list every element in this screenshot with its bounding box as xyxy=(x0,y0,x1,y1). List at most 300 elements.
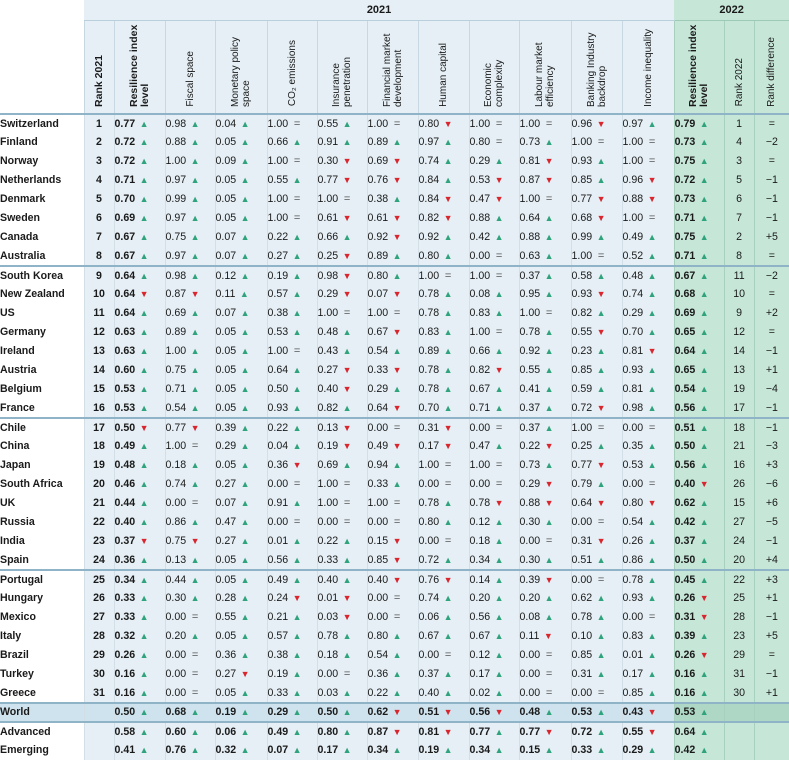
up-triangle-icon: ▲ xyxy=(292,612,302,622)
value-text: 0.21 xyxy=(267,611,289,623)
rank-2021: 11 xyxy=(84,304,114,323)
resilience-2021-value xyxy=(114,285,165,304)
table-row xyxy=(0,399,789,418)
value-text: 0.29 xyxy=(267,706,289,718)
country-name: Russia xyxy=(0,513,84,532)
up-triangle-icon: ▲ xyxy=(443,384,453,394)
indicator-value xyxy=(622,494,674,513)
value-text: 0.70 xyxy=(418,401,440,414)
up-triangle-icon: ▲ xyxy=(392,669,402,679)
equal-sign-icon: = xyxy=(545,307,553,319)
value-text: 0.12 xyxy=(469,516,491,528)
up-triangle-icon: ▲ xyxy=(292,289,302,299)
indicator-value xyxy=(519,513,571,532)
indicator-value xyxy=(267,152,317,171)
rank-2022: 11 xyxy=(724,266,754,285)
up-triangle-icon: ▲ xyxy=(392,460,402,470)
value-text: 0.05 xyxy=(215,553,237,566)
table-row xyxy=(0,418,789,437)
rank-2022: 17 xyxy=(724,399,754,418)
value-text: 0.66 xyxy=(317,231,339,243)
indicator-value xyxy=(215,684,267,703)
up-triangle-icon: ▲ xyxy=(190,707,200,717)
resilience-2022-value xyxy=(674,209,724,228)
up-triangle-icon: ▲ xyxy=(292,422,302,433)
value-text: 0.53 xyxy=(622,459,644,471)
value-text: 0.00 xyxy=(571,686,593,699)
indicator-value xyxy=(571,228,622,247)
up-triangle-icon: ▲ xyxy=(240,650,250,660)
indicator-value xyxy=(622,437,674,456)
up-triangle-icon: ▲ xyxy=(342,536,352,546)
down-triangle-icon: ▼ xyxy=(342,612,352,622)
value-text: 1.00 xyxy=(267,155,289,167)
up-triangle-icon: ▲ xyxy=(647,554,657,565)
table-row xyxy=(0,646,789,665)
indicator-value xyxy=(215,380,267,399)
value-text: 0.05 xyxy=(215,174,237,186)
indicator-value xyxy=(215,494,267,513)
value-text: 0.56 xyxy=(674,401,696,414)
indicator-value xyxy=(418,665,469,684)
country-name: Switzerland xyxy=(0,114,84,133)
up-triangle-icon: ▲ xyxy=(544,346,554,356)
up-triangle-icon: ▲ xyxy=(544,517,554,527)
value-text: 0.00 xyxy=(165,686,187,699)
up-triangle-icon: ▲ xyxy=(139,593,149,603)
up-triangle-icon: ▲ xyxy=(443,517,453,527)
down-triangle-icon: ▼ xyxy=(647,707,657,717)
value-text: 0.63 xyxy=(114,345,136,357)
value-text: 0.86 xyxy=(165,516,187,528)
indicator-value xyxy=(519,323,571,342)
indicator-value xyxy=(571,171,622,190)
value-text: 0.00 xyxy=(267,478,289,490)
value-text: 0.00 xyxy=(622,421,644,434)
value-text: 0.50 xyxy=(674,553,696,566)
value-text: 1.00 xyxy=(267,193,289,205)
value-text: 0.22 xyxy=(519,440,541,452)
up-triangle-icon: ▲ xyxy=(342,574,352,585)
up-triangle-icon: ▲ xyxy=(699,441,709,451)
indicator-value xyxy=(519,152,571,171)
resilience-2021-value xyxy=(114,304,165,323)
indicator-value xyxy=(317,228,367,247)
rank-2022: 30 xyxy=(724,684,754,703)
indicator-value xyxy=(267,456,317,475)
rank-difference: −2 xyxy=(754,266,789,285)
up-triangle-icon: ▲ xyxy=(699,554,709,565)
up-triangle-icon: ▲ xyxy=(699,745,709,755)
up-triangle-icon: ▲ xyxy=(240,194,250,204)
resilience-2022-value xyxy=(674,665,724,684)
indicator-value xyxy=(418,228,469,247)
indicator-value xyxy=(622,532,674,551)
value-text: 0.75 xyxy=(674,231,696,243)
value-text: 0.51 xyxy=(674,421,696,434)
country-name: Ireland xyxy=(0,342,84,361)
table-row xyxy=(0,342,789,361)
table-row xyxy=(0,551,789,570)
indicator-value xyxy=(317,703,367,722)
up-triangle-icon: ▲ xyxy=(647,289,657,299)
value-text: 0.74 xyxy=(418,592,440,604)
value-text: 0.74 xyxy=(418,155,440,167)
indicator-value xyxy=(215,323,267,342)
value-text: 0.64 xyxy=(674,345,696,357)
up-triangle-icon: ▲ xyxy=(292,327,302,337)
value-text: 0.35 xyxy=(622,440,644,452)
rank-2021: 21 xyxy=(84,494,114,513)
rank-difference: −1 xyxy=(754,209,789,228)
value-text: 0.46 xyxy=(114,478,136,490)
rank-2021: 16 xyxy=(84,399,114,418)
value-text: 0.70 xyxy=(114,193,136,205)
up-triangle-icon: ▲ xyxy=(240,460,250,470)
value-text: 0.81 xyxy=(622,383,644,395)
indicator-value xyxy=(165,228,215,247)
value-text: 0.22 xyxy=(367,686,389,699)
rank-2021: 26 xyxy=(84,589,114,608)
up-triangle-icon: ▲ xyxy=(647,365,657,375)
up-triangle-icon: ▲ xyxy=(699,270,709,281)
indicator-value xyxy=(267,437,317,456)
equal-sign-icon: = xyxy=(495,478,503,490)
value-text: 0.77 xyxy=(571,459,593,471)
value-text: 0.77 xyxy=(519,725,541,738)
down-triangle-icon: ▼ xyxy=(190,422,200,433)
value-text: 0.69 xyxy=(165,307,187,319)
header-insurance-penetration: Insurance penetration xyxy=(317,20,367,114)
indicator-value xyxy=(418,285,469,304)
value-text: 0.93 xyxy=(571,288,593,300)
equal-sign-icon: = xyxy=(495,269,503,282)
indicator-value xyxy=(571,589,622,608)
value-text: 0.60 xyxy=(165,725,187,738)
indicator-value xyxy=(215,190,267,209)
equal-sign-icon: = xyxy=(597,516,605,528)
indicator-value xyxy=(367,285,418,304)
up-triangle-icon: ▲ xyxy=(699,118,709,129)
value-text: 0.40 xyxy=(317,573,339,586)
resilience-2021-value xyxy=(114,627,165,646)
indicator-value xyxy=(165,684,215,703)
resilience-2021-value xyxy=(114,114,165,133)
value-text: 0.85 xyxy=(571,649,593,661)
header-resilience-2021: Resilience index level xyxy=(114,20,165,114)
value-text: 0.84 xyxy=(418,174,440,186)
value-text: 0.31 xyxy=(418,421,440,434)
rank-2022: 14 xyxy=(724,342,754,361)
indicator-value xyxy=(215,646,267,665)
up-triangle-icon: ▲ xyxy=(240,479,250,489)
value-text: 0.36 xyxy=(114,553,136,566)
indicator-value xyxy=(267,304,317,323)
value-text: 0.45 xyxy=(674,573,696,586)
resilience-2021-value xyxy=(114,456,165,475)
up-triangle-icon: ▲ xyxy=(392,479,402,489)
equal-sign-icon: = xyxy=(393,592,401,604)
rank-2022: 19 xyxy=(724,380,754,399)
value-text: 0.62 xyxy=(571,592,593,604)
value-text: 0.88 xyxy=(165,136,187,148)
up-triangle-icon: ▲ xyxy=(190,593,200,603)
value-text: 0.83 xyxy=(469,307,491,319)
up-triangle-icon: ▲ xyxy=(647,669,657,679)
down-triangle-icon: ▼ xyxy=(443,726,453,737)
indicator-value xyxy=(571,323,622,342)
down-triangle-icon: ▼ xyxy=(443,707,453,717)
resilience-2021-value xyxy=(114,190,165,209)
value-text: 0.00 xyxy=(317,516,339,528)
equal-sign-icon: = xyxy=(343,516,351,528)
value-text: 0.25 xyxy=(571,440,593,452)
rank-2021: 7 xyxy=(84,228,114,247)
indicator-value xyxy=(267,342,317,361)
indicator-value xyxy=(165,171,215,190)
up-triangle-icon: ▲ xyxy=(544,137,554,147)
up-triangle-icon: ▲ xyxy=(139,650,149,660)
value-text: 0.40 xyxy=(367,573,389,586)
equal-sign-icon: = xyxy=(648,155,656,167)
indicator-value xyxy=(418,361,469,380)
indicator-value xyxy=(215,114,267,133)
value-text: 0.89 xyxy=(165,326,187,338)
value-text: 0.17 xyxy=(469,668,491,680)
up-triangle-icon: ▲ xyxy=(392,250,402,261)
value-text: 0.64 xyxy=(114,307,136,319)
value-text: 0.43 xyxy=(622,706,644,718)
value-text: 0.00 xyxy=(469,249,491,262)
value-text: 0.49 xyxy=(622,231,644,243)
indicator-value xyxy=(267,589,317,608)
value-text: 0.37 xyxy=(519,269,541,282)
indicator-value xyxy=(165,342,215,361)
value-text: 0.18 xyxy=(317,649,339,661)
up-triangle-icon: ▲ xyxy=(292,232,302,242)
up-triangle-icon: ▲ xyxy=(494,687,504,698)
value-text: 0.33 xyxy=(114,611,136,623)
up-triangle-icon: ▲ xyxy=(596,441,606,451)
value-text: 0.50 xyxy=(267,383,289,395)
rank-difference: +3 xyxy=(754,570,789,589)
indicator-value xyxy=(317,627,367,646)
value-text: 0.01 xyxy=(317,592,339,604)
resilience-2022-value xyxy=(674,133,724,152)
value-text: 0.17 xyxy=(622,668,644,680)
header-co2-emissions: CO₂ emissions xyxy=(267,20,317,114)
up-triangle-icon: ▲ xyxy=(647,687,657,698)
indicator-value xyxy=(367,323,418,342)
up-triangle-icon: ▲ xyxy=(443,745,453,755)
header-rank-2021: Rank 2021 xyxy=(84,20,114,114)
down-triangle-icon: ▼ xyxy=(342,250,352,261)
up-triangle-icon: ▲ xyxy=(647,441,657,451)
rank-difference: +6 xyxy=(754,494,789,513)
value-text: 0.26 xyxy=(674,592,696,604)
indicator-value xyxy=(215,342,267,361)
indicator-value xyxy=(367,247,418,266)
value-text: 0.48 xyxy=(114,459,136,471)
indicator-value xyxy=(622,114,674,133)
rank-difference: −1 xyxy=(754,665,789,684)
indicator-value xyxy=(367,342,418,361)
up-triangle-icon: ▲ xyxy=(139,479,149,489)
value-text: 0.78 xyxy=(418,288,440,300)
down-triangle-icon: ▼ xyxy=(292,593,302,603)
down-triangle-icon: ▼ xyxy=(544,498,554,508)
rank-2022: 22 xyxy=(724,570,754,589)
up-triangle-icon: ▲ xyxy=(292,365,302,375)
up-triangle-icon: ▲ xyxy=(342,402,352,413)
down-triangle-icon: ▼ xyxy=(443,422,453,433)
value-text: 0.39 xyxy=(519,573,541,586)
indicator-value xyxy=(469,722,519,741)
table-row xyxy=(0,228,789,247)
equal-sign-icon: = xyxy=(648,212,656,224)
indicator-value xyxy=(571,399,622,418)
down-triangle-icon: ▼ xyxy=(596,402,606,413)
down-triangle-icon: ▼ xyxy=(443,441,453,451)
value-text: 0.37 xyxy=(519,401,541,414)
indicator-value xyxy=(317,684,367,703)
indicator-value xyxy=(418,323,469,342)
value-text: 0.50 xyxy=(317,706,339,718)
value-text: 0.87 xyxy=(165,288,187,300)
indicator-value xyxy=(519,380,571,399)
value-text: 0.77 xyxy=(317,174,339,186)
rank-2021: 8 xyxy=(84,247,114,266)
indicator-value xyxy=(571,608,622,627)
indicator-value xyxy=(367,133,418,152)
indicator-value xyxy=(469,114,519,133)
indicator-value xyxy=(622,418,674,437)
indicator-value xyxy=(267,209,317,228)
down-triangle-icon: ▼ xyxy=(342,422,352,433)
value-text: 0.48 xyxy=(317,326,339,338)
value-text: 0.81 xyxy=(519,155,541,167)
up-triangle-icon: ▲ xyxy=(647,308,657,318)
up-triangle-icon: ▲ xyxy=(544,707,554,717)
value-text: 0.37 xyxy=(674,535,696,547)
indicator-value xyxy=(367,190,418,209)
value-text: 0.95 xyxy=(519,288,541,300)
indicator-value xyxy=(267,399,317,418)
table-row xyxy=(0,266,789,285)
indicator-value xyxy=(519,627,571,646)
indicator-value xyxy=(571,551,622,570)
value-text: 0.54 xyxy=(165,401,187,414)
indicator-value xyxy=(519,551,571,570)
value-text: 0.37 xyxy=(114,535,136,547)
indicator-value xyxy=(215,665,267,684)
value-text: 0.26 xyxy=(622,535,644,547)
value-text: 0.00 xyxy=(622,611,644,623)
down-triangle-icon: ▼ xyxy=(544,479,554,489)
value-text: 0.06 xyxy=(215,725,237,738)
value-text: 0.49 xyxy=(367,440,389,452)
table-row xyxy=(0,380,789,399)
up-triangle-icon: ▲ xyxy=(443,593,453,603)
value-text: 0.78 xyxy=(571,611,593,623)
up-triangle-icon: ▲ xyxy=(190,213,200,223)
equal-sign-icon: = xyxy=(393,117,401,130)
value-text: 0.97 xyxy=(418,136,440,148)
resilience-2021-value xyxy=(114,380,165,399)
indicator-value xyxy=(418,684,469,703)
resilience-2022-value xyxy=(674,399,724,418)
value-text: 0.77 xyxy=(114,117,136,130)
equal-sign-icon: = xyxy=(545,668,553,680)
down-triangle-icon: ▼ xyxy=(596,327,606,337)
up-triangle-icon: ▲ xyxy=(544,270,554,281)
indicator-value xyxy=(418,114,469,133)
rank-difference: = xyxy=(754,646,789,665)
value-text: 0.56 xyxy=(267,553,289,566)
value-text: 0.51 xyxy=(418,706,440,718)
value-text: 0.36 xyxy=(367,668,389,680)
up-triangle-icon: ▲ xyxy=(596,346,606,356)
indicator-value xyxy=(267,703,317,722)
down-triangle-icon: ▼ xyxy=(699,650,709,660)
indicator-value xyxy=(367,209,418,228)
up-triangle-icon: ▲ xyxy=(544,402,554,413)
up-triangle-icon: ▲ xyxy=(647,384,657,394)
value-text: 0.85 xyxy=(571,174,593,186)
indicator-value xyxy=(571,570,622,589)
value-text: 0.67 xyxy=(114,231,136,243)
up-triangle-icon: ▲ xyxy=(596,156,606,166)
value-text: 0.67 xyxy=(469,383,491,395)
indicator-value xyxy=(367,589,418,608)
indicator-value xyxy=(622,247,674,266)
rank-difference: −1 xyxy=(754,342,789,361)
indicator-value xyxy=(571,361,622,380)
up-triangle-icon: ▲ xyxy=(139,118,149,129)
value-text: 0.05 xyxy=(215,383,237,395)
value-text: 0.20 xyxy=(519,592,541,604)
resilience-2021-value xyxy=(114,209,165,228)
resilience-2021-value xyxy=(114,532,165,551)
value-text: 0.26 xyxy=(114,649,136,661)
resilience-2021-value xyxy=(114,171,165,190)
value-text: 0.64 xyxy=(367,401,389,414)
up-triangle-icon: ▲ xyxy=(342,118,352,129)
equal-sign-icon: = xyxy=(648,136,656,148)
value-text: 1.00 xyxy=(571,421,593,434)
up-triangle-icon: ▲ xyxy=(139,460,149,470)
rank-2022: 25 xyxy=(724,589,754,608)
up-triangle-icon: ▲ xyxy=(292,536,302,546)
value-text: 0.67 xyxy=(367,326,389,338)
up-triangle-icon: ▲ xyxy=(139,250,149,261)
country-name: South Korea xyxy=(0,266,84,285)
indicator-value xyxy=(267,513,317,532)
value-text: 0.69 xyxy=(674,307,696,319)
indicator-value xyxy=(215,608,267,627)
rank-difference: +5 xyxy=(754,627,789,646)
equal-sign-icon: = xyxy=(495,117,503,130)
up-triangle-icon: ▲ xyxy=(443,498,453,508)
column-header-row xyxy=(0,20,789,114)
up-triangle-icon: ▲ xyxy=(392,687,402,698)
value-text: 0.08 xyxy=(519,611,541,623)
value-text: 0.27 xyxy=(215,535,237,547)
value-text: 0.33 xyxy=(367,364,389,376)
value-text: 0.00 xyxy=(622,478,644,490)
value-text: 0.50 xyxy=(114,706,136,718)
equal-sign-icon: = xyxy=(495,459,503,471)
